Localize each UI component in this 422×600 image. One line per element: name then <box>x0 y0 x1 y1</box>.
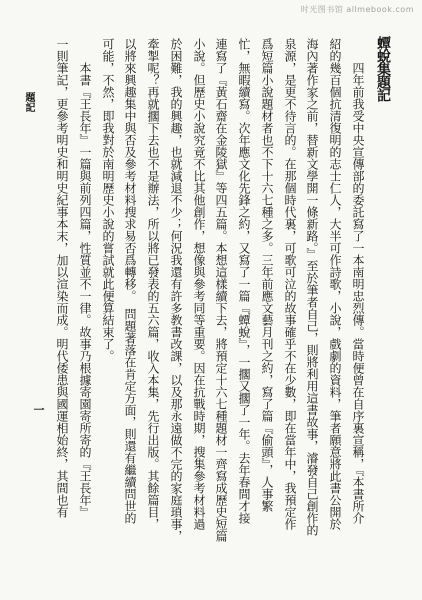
running-head: 題記 <box>23 92 34 112</box>
text-column: 本書『王長年』一篇與前列四篇，性質並不一律。故事乃根據寄園寄所寄的『王長年』 <box>78 62 92 518</box>
text-column: 小說。但歷史小說究竟不比其他創作，想像與參考同等重要。因在抗戰時期，搜集參考材料過 <box>192 38 206 530</box>
watermark: 时光图书馆 allmebook.com <box>300 5 414 14</box>
page-number: 一 <box>32 404 45 415</box>
text-column: 於困難，我的興趣，也就減退不少；何況我還有許多教書改課，以及那永遠做不完的家庭瑣事， <box>169 38 183 542</box>
text-column: 泉源，是更不待言的。在那個時代裏，可歌可泣的故事確乎不在少數，即在當年中，我預定作 <box>283 38 297 530</box>
text-column: 爲短篇小說題材者也不下十六七種之多。三年前應文藝月刊之約，寫了篇『偷頭』，人事繁 <box>260 38 274 512</box>
text-column: 海內著作家之前，替新文學開一條新路。』至於筆者自己，則將利用這書故事，濬發自己創作的 <box>305 38 319 536</box>
text-column: 以將來興趣集中與否及參考材料搜求易否爲轉移。 問題著落在肯定方面，則還有繼續問世的 <box>123 38 137 524</box>
text-column: 紹的幾百個抗清復明的志士仁人，大半可作詩歌，小說，戲劇的資料，筆者願意將此書公開於 <box>328 38 342 530</box>
text-column: 一則筆記，更參考明史和明史紀事本末，加以渲染而成。明代倭患與國運相始終，其間也有 <box>55 38 69 518</box>
text-column: 忙，無暇續寫。次年應文化先鋒之約，又寫了一篇『蟫蛻』，一擱又擱了一年。去年春間才接 <box>237 38 251 524</box>
text-column: 牽掣呢？再就擱下去也不是辦法，所以將已發表的五六篇，收入本集，先行出版。其餘篇目， <box>146 38 160 530</box>
page-title: 蟫蛻集題記 <box>375 36 391 101</box>
text-column: 四年前我受中央宣傳部的委託寫了一本南明忠烈傳。當時便曾在自序裏宣稱，『本書所介 <box>351 62 365 524</box>
text-column: 可能，不然，即我對於南明歷史小說的嘗試就此便算結束了。 <box>101 38 115 362</box>
text-column: 連寫了『黃石齋在金陵獄』等四五篇。本想這樣續下去，將預定十六七種題材一齊寫成歷史短篇 <box>214 38 228 542</box>
